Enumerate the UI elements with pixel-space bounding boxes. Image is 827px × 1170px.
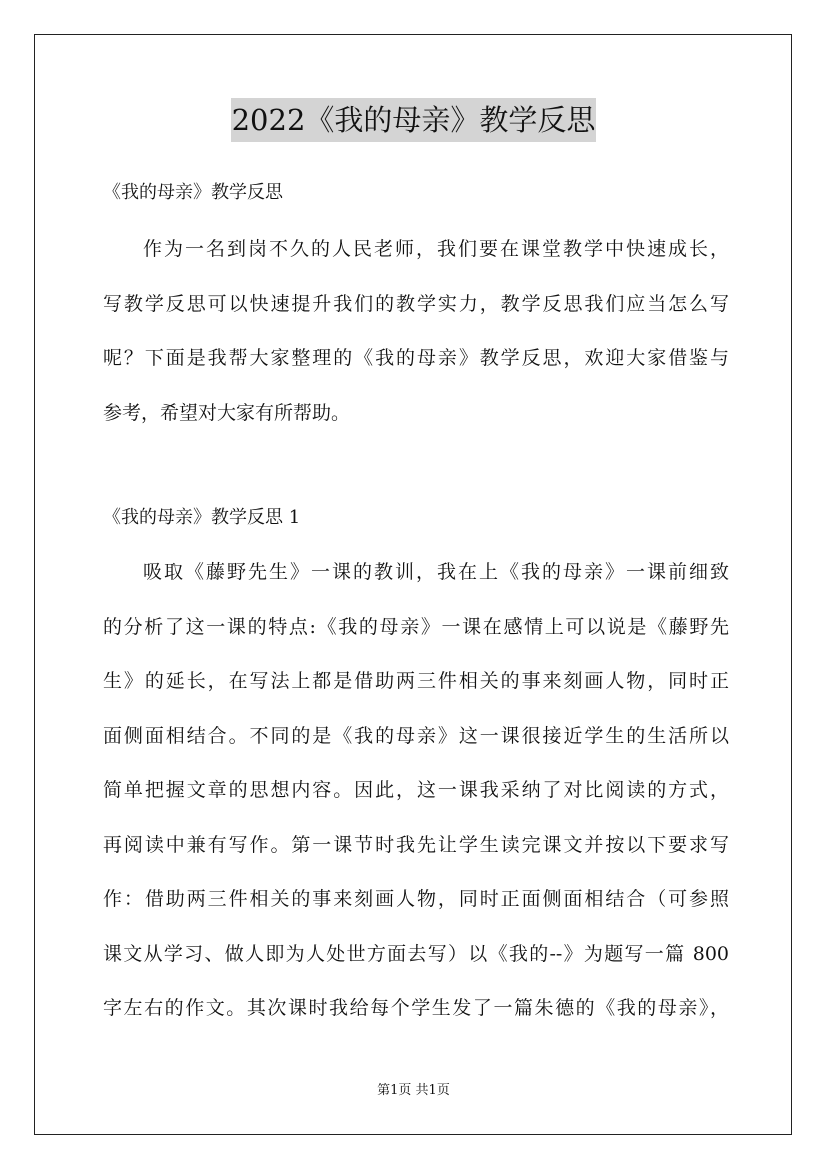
body-line-8: 课文从学习、做人即为人处世方面去写）以《我的--》为题写一篇 800 [103, 942, 729, 965]
body-line-4: 面侧面相结合。不同的是《我的母亲》这一课很接近学生的生活所以 [103, 724, 729, 747]
body-line-1: 吸取《藤野先生》一课的教训，我在上《我的母亲》一课前细致 [143, 561, 729, 583]
page-footer: 第1页 共1页 [377, 1083, 450, 1098]
section-heading-intro: 《我的母亲》教学反思 [103, 182, 283, 203]
body-line-5: 简单把握文章的思想内容。因此，这一课我采纳了对比阅读的方式， [103, 779, 729, 801]
body-line-7: 作：借助两三件相关的事来刻画人物，同时正面侧面相结合（可参照 [103, 888, 729, 910]
body-line-2: 的分析了这一课的特点:《我的母亲》一课在感情上可以说是《藤野先 [103, 615, 729, 638]
intro-paragraph [103, 222, 729, 440]
title-container [0, 98, 827, 142]
intro-line-1: 作为一名到岗不久的人民老师，我们要在课堂教学中快速成长， [143, 238, 729, 260]
section-heading-1: 《我的母亲》教学反思 1 [103, 507, 301, 528]
body-line-6: 再阅读中兼有写作。第一课节时我先让学生读完课文并按以下要求写 [103, 833, 729, 856]
intro-line-2: 写教学反思可以快速提升我们的教学实力，教学反思我们应当怎么写 [103, 292, 729, 315]
intro-line-4: 参考，希望对大家有所帮助。 [103, 401, 351, 424]
intro-line-3: 呢？下面是我帮大家整理的《我的母亲》教学反思，欢迎大家借鉴与 [103, 347, 729, 369]
body-line-3: 生》的延长，在写法上都是借助两三件相关的事来刻画人物，同时正 [103, 670, 729, 692]
body-line-9: 字左右的作文。其次课时我给每个学生发了一篇朱德的《我的母亲》， [103, 997, 729, 1019]
body-paragraph [103, 545, 729, 1036]
document-title: 2022《我的母亲》教学反思 [231, 98, 597, 142]
